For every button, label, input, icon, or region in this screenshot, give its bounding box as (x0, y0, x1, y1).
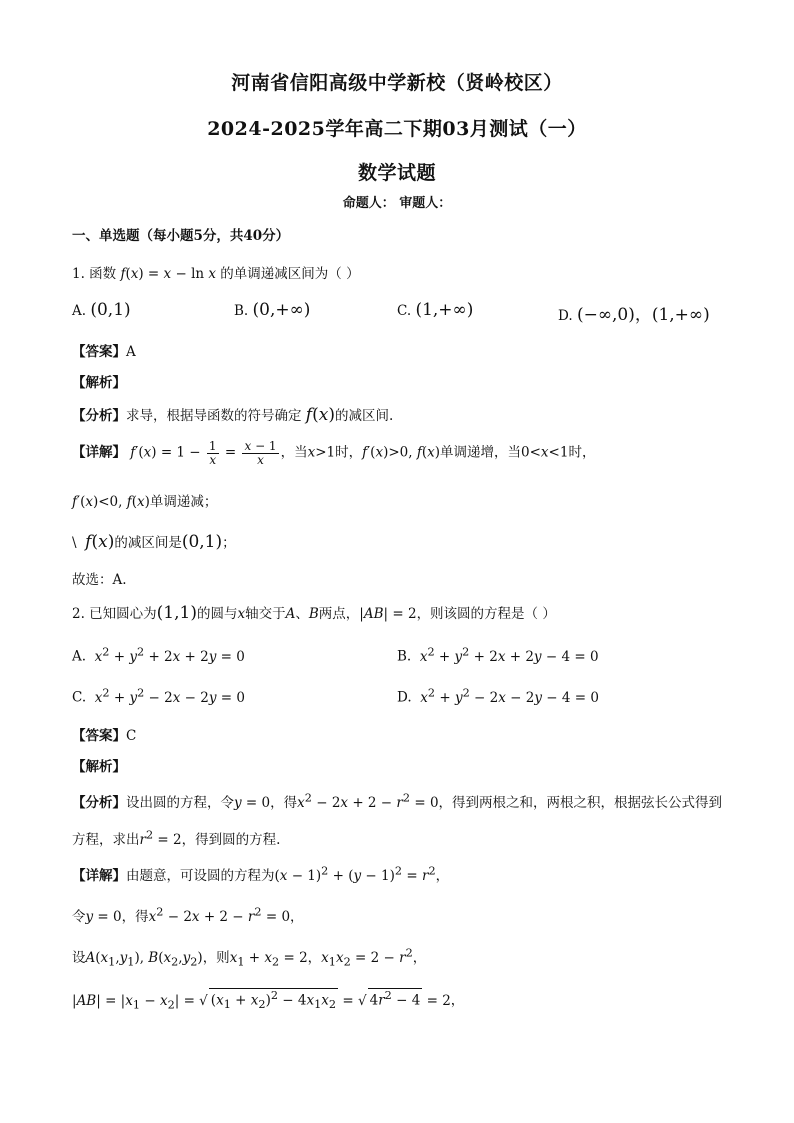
therefore-symbol: \ (72, 535, 77, 551)
math-vieta: $x_1 + x_2 = 2$，$x_1x_2 = 2 - r^2$ (229, 946, 413, 969)
q1-function-formula: f(x) = x − ln x (120, 266, 216, 282)
option-label: B. (397, 648, 412, 665)
school-title: 河南省信阳高级中学新校（贤岭校区） (231, 72, 563, 94)
answer-value: C (126, 728, 137, 744)
math-points-AB: $A(x_1,y_1)$, $B(x_2,y_2)$ (85, 950, 203, 969)
detail-text: ，得 (121, 909, 149, 925)
q1-detail-line-3 (72, 531, 236, 552)
answer-tag: 【答案】 (72, 728, 126, 744)
q1-stem-post: 的单调递减区间为（ ） (220, 266, 360, 282)
exam-title: 2024-2025学年高二下期03月测试（一） (207, 118, 587, 140)
q1-option-a (72, 300, 131, 320)
q2-stem-text: 两点， (318, 606, 360, 622)
math-x-gt-1: x>1 (307, 444, 336, 461)
option-label: B. (234, 303, 249, 319)
q2-fenxi-line-2 (72, 828, 280, 848)
option-value: (0,+∞) (252, 300, 311, 320)
q1-answer (72, 340, 136, 360)
math-interval: (0,1) (181, 532, 223, 552)
fenxi-text: 方程，求出 (72, 832, 140, 848)
q1-detail-line-1: 【详解】 f′(x) = 1 − $\frac{1}{x}$ = $\frac{x - 1}{x}$ ，当x>1时，f′(x)>0, f(x)单调递增，当0<x<1时， (72, 439, 596, 467)
option-label: C. (397, 303, 412, 319)
math-fx: f(x) (305, 405, 335, 425)
q2-detail-line-4: $|AB| = |x_1 - x_2|$ = √ $(x_1 + x_2)^2 - 4x_1x_2$ = √ $4r^2 - 4 = 2$， (72, 989, 465, 1012)
option-value: $x^2 + y^2 - 2x - 2y = 0$ (94, 686, 245, 706)
fenxi-text: ，得到圆的方程. (181, 832, 281, 848)
math-quadratic: $x^2 - 2x + 2 - r^2 = 0$ (297, 791, 439, 811)
detail-tag: 【详解】 (72, 444, 126, 461)
fenxi-text: 设出圆的方程，令 (126, 795, 234, 811)
q2-stem-text: 的圆与 (196, 606, 238, 622)
math-fprime-negative: f′(x)<0, f(x) (72, 494, 150, 510)
q2-answer (72, 724, 136, 744)
q1-analysis-tag (72, 371, 126, 391)
q1-stem (72, 262, 360, 282)
option-value: $x^2 + y^2 + 2x + 2y = 0$ (94, 645, 245, 665)
answer-value: A (126, 344, 136, 360)
q1-fenxi (72, 404, 393, 425)
math-AB-points: A、B (285, 606, 319, 622)
q1-conclusion: 故选：A. (72, 572, 127, 588)
q2-stem-text: 2. 已知圆心为 (72, 606, 157, 622)
option-label: C. (72, 689, 87, 706)
q2-option-b (397, 645, 599, 665)
q2-stem (72, 602, 556, 623)
analysis-tag: 【解析】 (72, 375, 126, 391)
detail-text: 由题意，可设圆的方程为 (126, 868, 275, 884)
q1-stem-pre: 1. 函数 (72, 266, 117, 282)
fenxi-text: 的减区间. (334, 408, 394, 424)
q2-analysis-tag (72, 755, 126, 775)
option-label: D. (558, 308, 573, 324)
math-x: x (237, 606, 246, 622)
analysis-tag: 【解析】 (72, 759, 126, 775)
option-value: $x^2 + y^2 - 2x - 2y - 4 = 0$ (420, 686, 599, 706)
detail-text: 的减区间是 (114, 535, 182, 551)
math-center: (1,1) (156, 603, 197, 623)
detail-tag: 【详解】 (72, 868, 126, 884)
math-fprime-positive: f′(x)>0, f(x) (362, 444, 441, 461)
detail-text: ，则 (202, 950, 230, 966)
option-value: (1,+∞) (415, 300, 474, 320)
option-label: A. (72, 648, 87, 665)
math-circle-equation: $(x - 1)^2 + (y - 1)^2 = r^2$ (274, 864, 436, 884)
math-chord-length: $|AB| = |x_1 - x_2|$ = √ $(x_1 + x_2)^2 - 4x_1x_2$ = √ $4r^2 - 4 = 2$ (72, 989, 451, 1012)
detail-text: 时， (568, 444, 596, 461)
detail-text: ，当 (280, 444, 308, 461)
math-quadratic: $x^2 - 2x + 2 - r^2 = 0$ (148, 905, 291, 925)
detail-text: 设 (72, 950, 86, 966)
q2-option-d (397, 686, 599, 706)
option-value: $x^2 + y^2 + 2x + 2y - 4 = 0$ (419, 645, 599, 665)
option-value: (−∞,0)，(1,+∞) (576, 305, 710, 325)
q1-option-c (397, 300, 473, 320)
section-heading: 一、单选题（每小题5分，共40分） (72, 228, 290, 244)
fenxi-text: ，得到两根之和，两根之积，根据弦长公式得到 (438, 795, 723, 811)
math-frac-x-minus-1: $\frac{x - 1}{x}$ (244, 439, 277, 467)
q2-detail-line-2: 令y = 0，得$x^2 - 2x + 2 - r^2 = 0$， (72, 905, 304, 925)
option-label: D. (397, 689, 412, 706)
math-frac-1-over-x: $\frac{1}{x}$ (208, 439, 217, 467)
detail-text: 令 (72, 909, 86, 925)
q1-detail-line-2 (72, 490, 217, 510)
fenxi-text: ，得 (270, 795, 298, 811)
fenxi-text: 求导，根据导函数的符号确定 (126, 408, 302, 424)
math-y-eq-0: y = 0 (234, 795, 271, 811)
subject-title: 数学试题 (357, 162, 436, 184)
math-0-lt-x-lt-1: 0<x<1 (521, 444, 569, 461)
q2-option-a (72, 645, 245, 665)
fenxi-tag: 【分析】 (72, 408, 126, 424)
detail-text: 时， (335, 444, 363, 461)
q2-option-c (72, 686, 245, 706)
q2-detail-line-1: 【详解】由题意，可设圆的方程为$(x - 1)^2 + (y - 1)^2 = r^2$， (72, 864, 450, 884)
answer-tag: 【答案】 (72, 344, 126, 360)
q2-stem-text: ，则该圆的方程是（ ） (416, 606, 556, 622)
q1-option-b (234, 300, 310, 320)
option-label: A. (72, 303, 87, 319)
option-value: (0,1) (90, 300, 131, 320)
detail-text: 单调递减； (149, 494, 218, 510)
math-r2-eq-2: $r^2 = 2$ (139, 828, 182, 848)
authors-line: 命题人： 审题人： (342, 196, 452, 211)
q2-fenxi-line-1 (72, 791, 722, 811)
math-AB-length: |AB| = 2 (359, 606, 417, 622)
math-fx: f(x) (85, 532, 115, 552)
detail-text: ； (222, 535, 236, 551)
detail-text: 单调递增，当 (440, 444, 522, 461)
q2-stem-text: 轴交于 (245, 606, 286, 622)
math-derivative: f′(x) = 1 − (130, 444, 205, 461)
q1-option-d (558, 300, 710, 325)
fenxi-tag: 【分析】 (72, 795, 126, 811)
math-y-eq-0: y = 0 (85, 909, 122, 925)
q2-detail-line-3: 设$A(x_1,y_1)$, $B(x_2,y_2)$，则$x_1 + x_2 = 2$，$x_1x_2 = 2 - r^2$， (72, 946, 427, 969)
